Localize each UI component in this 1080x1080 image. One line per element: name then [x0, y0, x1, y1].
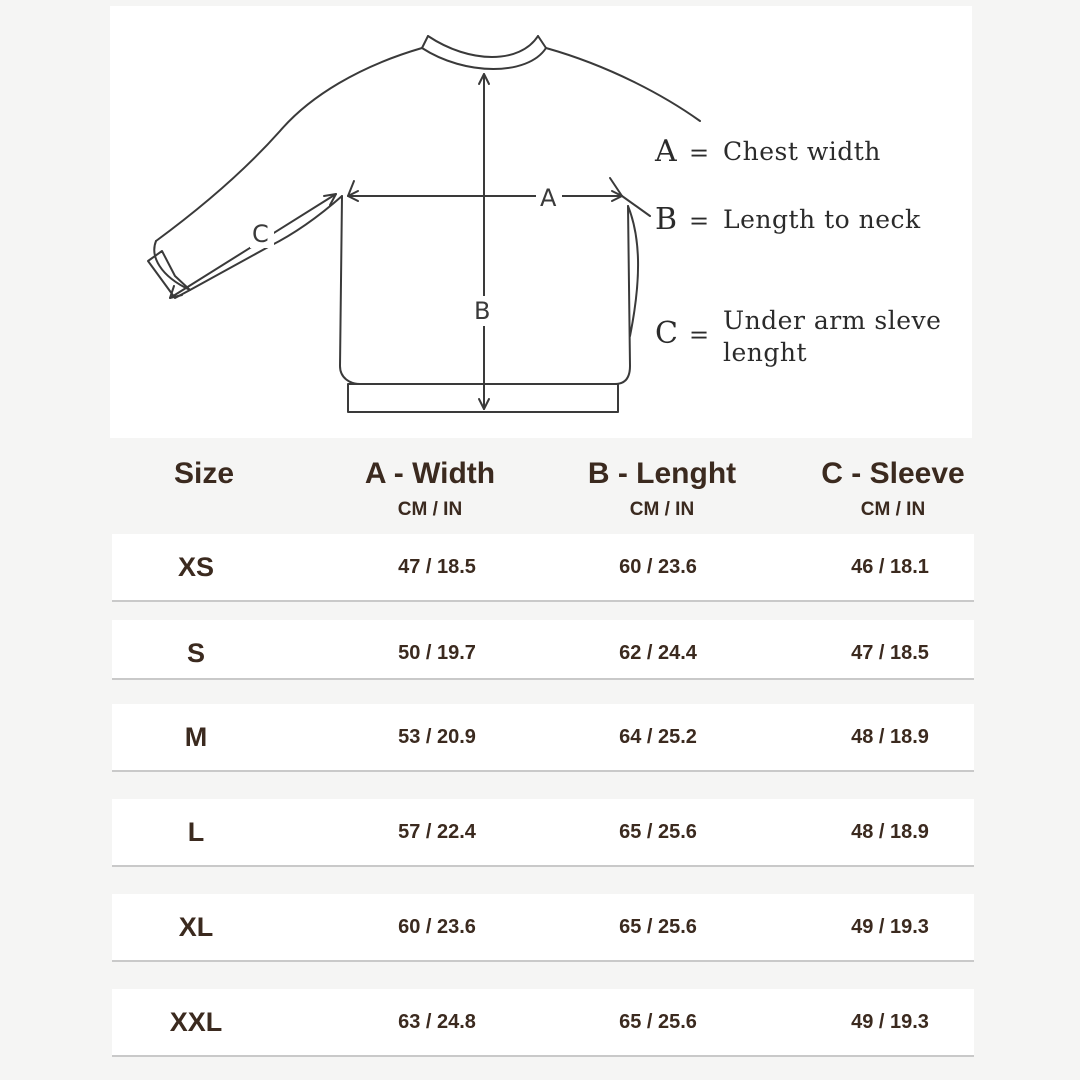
table-row	[112, 799, 974, 867]
size-cell: XS	[177, 552, 215, 582]
table-row	[112, 620, 974, 680]
legend-a-letter: A	[655, 134, 677, 169]
legend-c-text-line1: Under arm sleve	[723, 306, 942, 335]
sleeve-cell: 48 / 18.9	[851, 821, 929, 843]
label-a: A	[540, 184, 557, 212]
header-sleeve	[790, 456, 996, 522]
width-cell: 63 / 24.8	[398, 1011, 476, 1033]
length-cell: 60 / 23.6	[619, 556, 697, 578]
header-length	[552, 456, 772, 522]
table-row	[112, 894, 974, 962]
size-cell: XL	[178, 912, 214, 942]
legend-c-letter: C	[655, 316, 678, 351]
left-sleeve-lower	[154, 196, 342, 290]
header-length-title: B - Lenght	[587, 457, 737, 490]
header-width-title: A - Width	[364, 457, 496, 490]
width-cell: 60 / 23.6	[398, 916, 476, 938]
length-cell: 64 / 25.2	[619, 726, 697, 748]
sweater-diagram-panel	[110, 6, 972, 438]
legend-b-eq: =	[689, 207, 710, 235]
table-row	[112, 989, 974, 1057]
header-length-unit: CM / IN	[629, 499, 695, 520]
size-cell: M	[184, 722, 208, 752]
right-shoulder-line	[546, 48, 700, 121]
header-size-title: Size	[173, 457, 235, 490]
width-cell: 50 / 19.7	[398, 642, 476, 664]
width-cell: 53 / 20.9	[398, 726, 476, 748]
sleeve-cell: 49 / 19.3	[851, 916, 929, 938]
legend-c-eq: =	[689, 321, 710, 349]
table-row	[112, 534, 974, 602]
legend-a-text: Chest width	[723, 137, 881, 166]
legend-b-letter: B	[655, 202, 678, 237]
header-size	[124, 456, 284, 492]
legend-b-text: Length to neck	[723, 205, 921, 234]
header-width	[330, 456, 530, 522]
length-cell: 62 / 24.4	[619, 642, 697, 664]
length-cell: 65 / 25.6	[619, 1011, 697, 1033]
collar-outer	[428, 36, 538, 57]
sleeve-cell: 48 / 18.9	[851, 726, 929, 748]
sleeve-cell: 46 / 18.1	[851, 556, 929, 578]
label-c: C	[252, 220, 269, 248]
length-cell: 65 / 25.6	[619, 916, 697, 938]
width-cell: 57 / 22.4	[398, 821, 476, 843]
legend-c-text-line2: lenght	[723, 338, 808, 367]
table-row	[112, 704, 974, 772]
header-width-unit: CM / IN	[397, 499, 463, 520]
sleeve-cell: 49 / 19.3	[851, 1011, 929, 1033]
sleeve-cell: 47 / 18.5	[851, 642, 929, 664]
length-cell: 65 / 25.6	[619, 821, 697, 843]
left-shoulder-line	[156, 48, 422, 241]
width-cell: 47 / 18.5	[398, 556, 476, 578]
label-b: B	[474, 297, 491, 325]
collar-inner	[422, 48, 546, 69]
size-cell: S	[186, 638, 205, 668]
left-cuff	[148, 251, 190, 298]
header-sleeve-title: C - Sleeve	[821, 457, 965, 490]
legend-a-eq: =	[689, 139, 710, 167]
size-cell: XXL	[169, 1007, 223, 1037]
size-cell: L	[187, 817, 205, 847]
header-sleeve-unit: CM / IN	[860, 499, 926, 520]
